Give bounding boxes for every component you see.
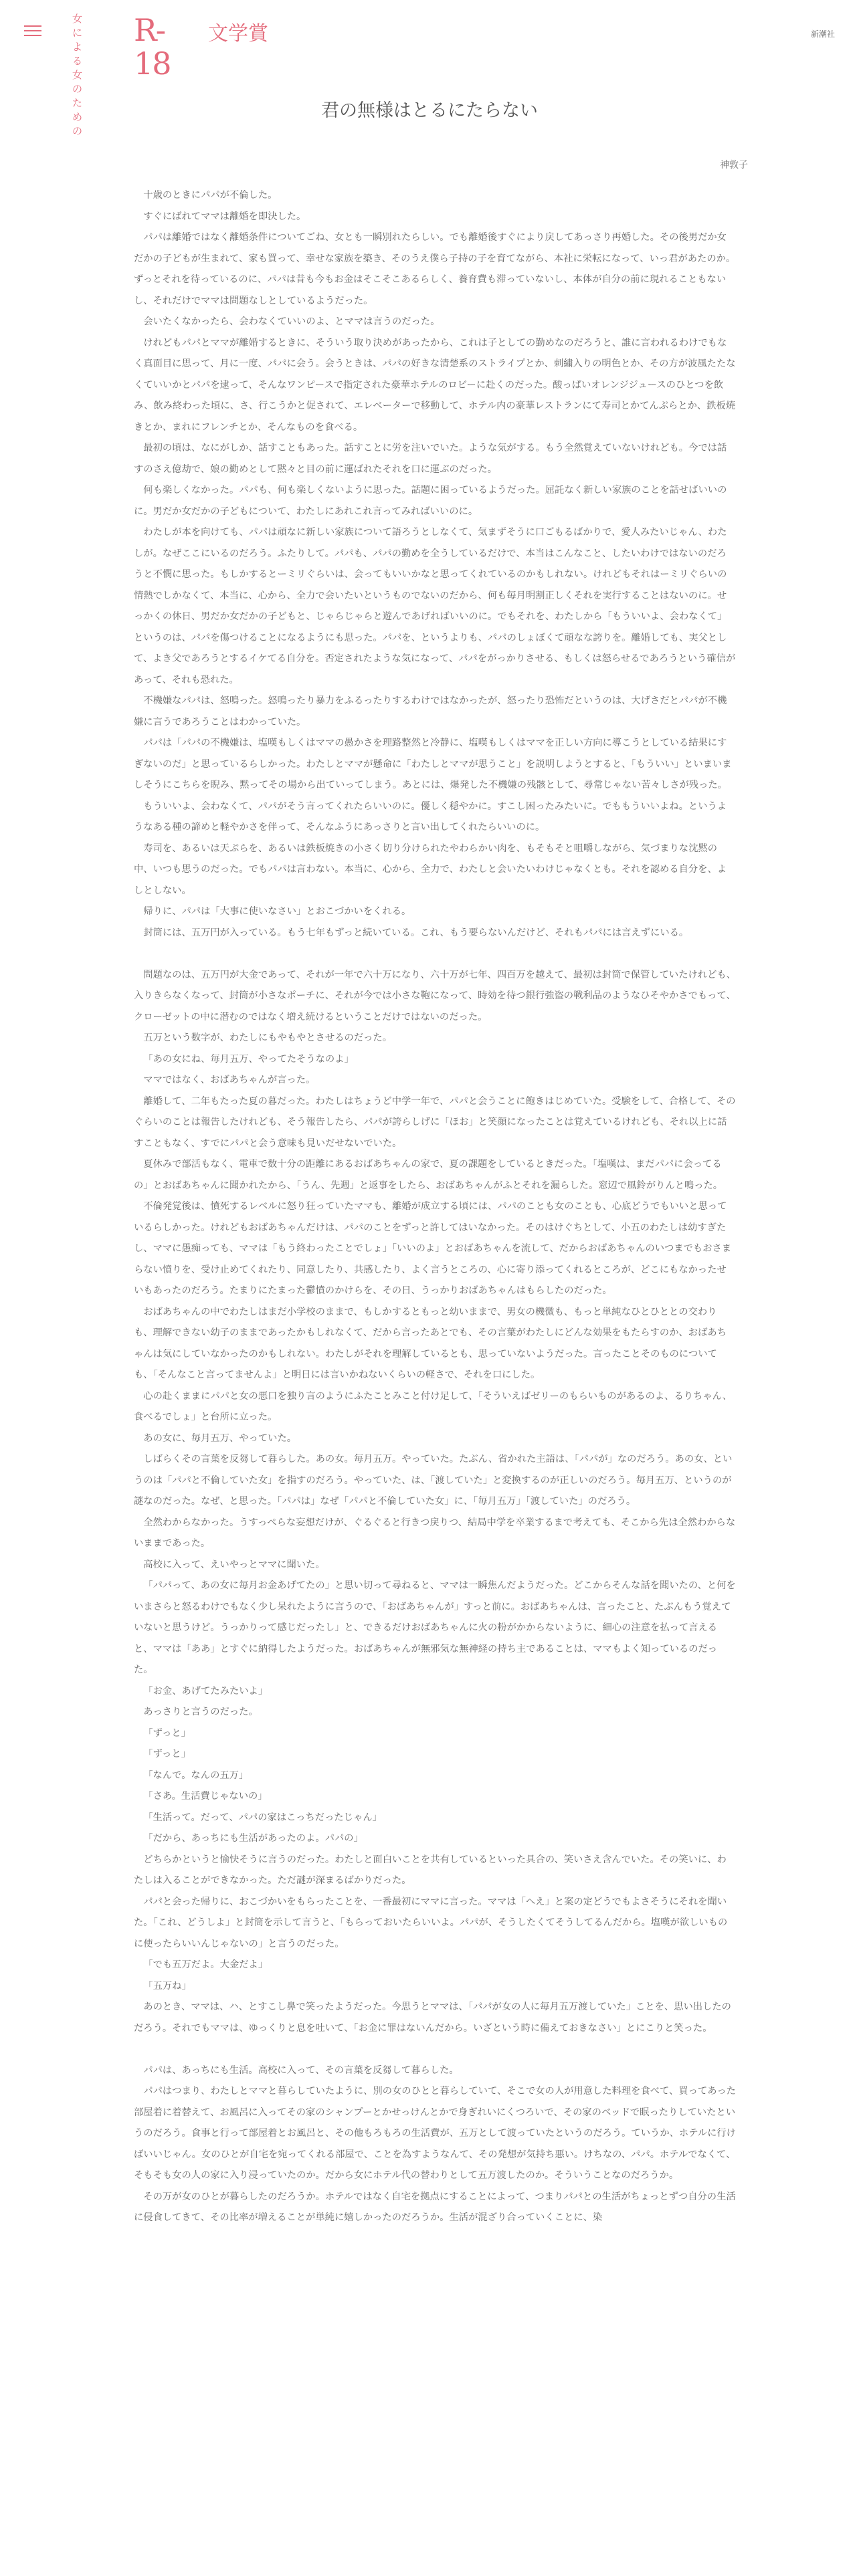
story-paragraph: 何も楽しくなかった。パパも、何も楽しくないように思った。話題に困っているようだった。屈託なく新しい家族のことを話せばいいのに。男だか女だかの子どもについて、わたしにあれこれ言ってみればいいのに。 xyxy=(134,485,727,517)
story-paragraph: 心の赴くままにパパと女の悪口を独り言のようにふたことみこと付け足して、「そういえばゼリーのもらいものがあるのよ、るりちゃん、食べるでしょ」と台所に立った。 xyxy=(134,1390,733,1422)
story-paragraph: もういいよ、会わなくて、パパがそう言ってくれたらいいのに。優しく穏やかに。すこし困ったみたいに。でももういいよね。というようなある種の諦めと軽やかさを伴って、そんなふうにあっさりと言い出してくれたらいいのに。 xyxy=(134,800,727,833)
story-paragraph: あのとき、ママは、ハ、とすこし鼻で笑ったようだった。今思うとママは、「パパが女の人に毎月五万渡していた」ことを、思い出したのだろう。それでもママは、ゆっくりと息を吐いて、「お金に罪はないんだから。いざという時に備えておきなさい」とにこりと笑った。 xyxy=(134,2002,731,2034)
logo-r18: R-18 xyxy=(134,12,171,82)
story-paragraph: 「生活って。だって、パパの家はこっちだったじゃん」 xyxy=(143,1812,382,1823)
story-paragraph: 五万という数字が、わたしにもやもやとさせるのだった。 xyxy=(143,1033,393,1043)
story-paragraph: 高校に入って、えいやっとママに聞いた。 xyxy=(143,1559,325,1570)
story-paragraph: その万が女のひとが暮らしたのだろうか。ホテルではなく自宅を拠点にすることによって、つまりパパとの生活がちょっとずつ自分の生活に侵食してきて、その比率が増えることが単純に嬉しかったのだろうか。生活が混ざり合っていくことに、染 xyxy=(134,2191,736,2223)
logo-small-line2: 女のための xyxy=(72,69,83,137)
story-paragraph: 夏休みで部活もなく、電車で数十分の距離にあるおばあちゃんの家で、夏の課題をしているときだった。「塩嘆は、まだパパに会ってるの」とおばあちゃんに聞かれたから、「うん、先週」と返事をしたら、おばあちゃんがふとそれを漏らした。窓辺で風鈴がりんと鳴った。 xyxy=(134,1159,723,1191)
story-paragraph: 全然わからなかった。うすっぺらな妄想だけが、ぐるぐると行きつ戻りつ、結局中学を卒業するまで考えても、そこから先は全然わからないままであった。 xyxy=(134,1517,736,1549)
story-paragraph: あの女に、毎月五万、やっていた。 xyxy=(143,1432,297,1444)
story-paragraph: 不機嫌なパパは、怒鳴った。怒鳴ったり暴力をふるったりするわけではなかったが、怒ったり恐怖だというのは、大げさだとパパが不機嫌に言うであろうことはわかっていた。 xyxy=(134,695,727,728)
story-title: 君の無様はとるにたらない xyxy=(321,100,538,121)
story-paragraph: 帰りに、パパは「大事に使いなさい」とおこづかいをくれる。 xyxy=(143,906,411,917)
story-paragraph: 「だから、あっちにも生活があったのよ。パパの」 xyxy=(143,1833,363,1844)
story-paragraph: 離婚して、二年もたった夏の暮だった。わたしはちょうど中学一年で、パパと会うことに飽きはじめていた。受験をして、合格して、そのぐらいのことは報告したけれども、そう報告したら、パパが誇らしげに「ほお」と笑顔になったことは覚えているけれども、それ以上に話すこともなく、すでにパパと会う意味も見いだせないでいた。 xyxy=(134,1095,736,1149)
menu-bar xyxy=(24,30,41,31)
story-paragraph: 問題なのは、五万円が大金であって、それが一年で六十万になり、六十万が七年、四百万を越えて、最初は封筒で保管していたけれども、入りきらなくなって、封筒が小さなポーチに、それが今では小さな鞄になって、時効を待つ銀行強盗の戦利品のようなひそやかさでもって、クローゼットの中に潜むのではなく増え続けるということだけではないのだった。 xyxy=(134,969,736,1023)
story-paragraph: 不倫発覚後は、憤死するレベルに怒り狂っていたママも、離婚が成立する頃には、パパのことも女のことも、心底どうでもいいと思っているらしかった。けれどもおばあちゃんだけは、パパのことをずっと許してはいなかった。そのはけぐちとして、小五のわたしは幼すぎたし、ママに愚痴っても、ママは「もう終わったことでしょ」「いいのよ」とおばあちゃんを流して、だからおばあちゃんのいつまでもおさまらない憤りを、受け止めてくれたり、同意したり、共感したり、よく言うところの、心に寄り添ってくれるところが、どこにもなかったせいもあったのだろう。たまりにたまった鬱憤のかけらを、その日、うっかりおばあちゃんはもらしたのだった。 xyxy=(134,1201,732,1296)
publisher-name: 新潮社 xyxy=(810,29,835,39)
section-break xyxy=(134,944,736,965)
story-paragraph: 十歳のときにパパが不倫した。 xyxy=(143,190,278,201)
story-paragraph: パパと会った帰りに、おこづかいをもらったことを、一番最初にママに言った。ママは「へえ」と案の定どうでもよさそうにそれを聞いた。「これ、どうしよ」と封筒を示して言うと、「もらっておいたらいいよ。パパが、そうしたくてそうしてるんだから。塩嘆が欲しいものに使ったらいいんじゃないの」と言うのだった。 xyxy=(134,1896,728,1949)
hamburger-menu-icon[interactable] xyxy=(24,25,41,36)
publisher-logo[interactable] xyxy=(811,28,835,39)
story-paragraph: パパは、あっちにも生活。高校に入って、その言葉を反芻して暮らした。 xyxy=(143,2064,459,2076)
logo-small-text xyxy=(72,12,82,138)
story-paragraph: 「ずっと」 xyxy=(143,1727,191,1739)
story-paragraph: 最初の頃は、なにがしか、話すこともあった。話すことに労を注いでいた。ような気がする。もう全然覚えていないけれども。今では話すのさえ億劫で、娘の勤めとして黙々と目の前に運ばれたそれを口に運ぶのだった。 xyxy=(134,443,727,475)
story-paragraph: 「なんで。なんの五万」 xyxy=(143,1769,249,1781)
story-paragraph: 「でも五万だよ。大金だよ」 xyxy=(143,1959,268,1970)
logo-award-text: 文学賞 xyxy=(208,22,268,45)
logo-small-line1: 女による xyxy=(72,13,83,67)
story-paragraph: わたしが本を向けても、パパは頑なに新しい家族について語ろうとしなくて、気まずそうに口ごもるばかりで、愛人みたいじゃん、わたしが。なぜここにいるのだろう。ふたりして。パパも、パパの勤めを全うしているだけで、本当はこんなこと、したいわけではないのだろうと不憫に思った。もしかするとーミリぐらいは、会ってもいいかなと思ってくれているのかもしれない。けれどもそれはーミリぐらいの情熱でしかなくて、本当に、心から、全力で会いたいというものでないのだから、何も毎月明割正しくそれを実行することはないのに。せっかくの休日、男だか女だかの子どもと、じゃらじゃらと遊んであげればいいのに。でもそれを、わたしから「もういいよ、会わなくて」というのは、パパを傷つけることになるようにも思った。パパを、というよりも、パパのしょぼくて頑なな誇りを。離婚しても、実父として、よき父であろうとするイケてる自分を。否定されたような気になって、パパをがっかりさせる、もしくは怒らせるであろうという確信があって、それも恐れた。 xyxy=(134,527,736,685)
story-paragraph: あっさりと言うのだった。 xyxy=(143,1707,258,1717)
story-paragraph: 「お金、あげてたみたいよ」 xyxy=(143,1685,268,1697)
story-body xyxy=(134,185,736,2229)
section-break xyxy=(134,2039,736,2060)
story-paragraph: おばあちゃんの中でわたしはまだ小学校のままで、もしかするともっと幼いままで、男女の機微も、もっと単純なひとひととの交わりも、理解できない幼子のままであったかもしれなくて、だから言ったあとでも、その言葉がわたしにどんな効果をもたらすのか、おばあちゃんは気にしていなかったのかもしれない。わたしがそれを理解しているとも、思っていないようだった。言ったことそのものについても、「そんなこと言ってませんよ」と明日には言いかねないくらいの軽さで、それを口にした。 xyxy=(134,1306,727,1380)
story-paragraph: けれどもパパとママが離婚するときに、そういう取り決めがあったから、これは子としての勤めなのだろうと、誰に言われるわけでもなく真面目に思って、月に一度、パパに会う。会うときは、パパの好きな清楚系のストライプとか、刺繍入りの明色とか、その方が波風たたなくていいかとパパを逮って、そんなワンピースで指定された豪華ホテルのロビーに赴くのだった。酸っぱいオレンジジュースのひとつを飲み、飲み終わった頃に、さ、行こうかと促されて、エレベーターで移動して、ホテル内の豪華レストランにて寿司とかてんぷらとか、鉄板焼きとか、まれにフレンチとか、そんなものを食べる。 xyxy=(134,337,736,433)
story-paragraph: 「さあ。生活費じゃないの」 xyxy=(143,1791,268,1802)
story-paragraph: 「五万ね」 xyxy=(143,1980,191,1992)
story-paragraph: すぐにばれてママは離婚を即決した。 xyxy=(143,211,306,222)
story-paragraph: しばらくその言葉を反芻して暮らした。あの女。毎月五万。やっていた。たぶん、省かれた主語は、「パパが」なのだろう。あの女、というのは「パパと不倫していた女」を指すのだろう。やっていた、は、「渡していた」と変換するのが正しいのだろう。毎月五万、というのが謎なのだった。なぜ、と思った。「パパは」なぜ「パパと不倫していた女」に、「毎月五万」「渡していた」のだろう。 xyxy=(134,1454,733,1507)
story-paragraph: 会いたくなかったら、会わなくていいのよ、とママは言うのだった。 xyxy=(143,316,440,327)
story-paragraph: ママではなく、おばあちゃんが言った。 xyxy=(143,1075,316,1085)
story-paragraph: パパは「パパの不機嫌は、塩嘆もしくはママの愚かさを理路整然と冷静に、塩嘆もしくはママを正しい方向に導こうとしている結果にすぎないのだ」と思っているらしかった。わたしとママが懸命に「わたしとママが思うこと」を説明しようとすると、「もういい」といまいましそうにこちらを睨み、黙ってその場から出ていってしまう。あとには、爆発した不機嫌の残骸として、尋常じゃない苦々しさが残った。 xyxy=(134,738,732,790)
story-paragraph: 「あの女にね、毎月五万、やってたそうなのよ」 xyxy=(143,1053,354,1065)
story-paragraph: パパは離婚ではなく離婚条件についてごね、女とも一瞬別れたらしい。でも離婚後すぐにより戻してあっさり再婚した。その後男だか女だかの子どもが生まれて、家も買って、幸せな家族を築き、そのうえ僕ら子持の子を育てながら、本社に栄転になって、いっ君があたのか。ずっとそれを待っているのに、パパは昔も今もお金はそこそこあるらしく、養育費も滞っていないし、本体が自分の前に現れることもないし、それだけでママは問題なしとしているようだった。 xyxy=(134,232,736,306)
story-paragraph: 封筒には、五万円が入っている。もう七年もずっと続いている。これ、もう要らないんだけど、それもパパには言えずにいる。 xyxy=(143,927,689,938)
story-paragraph: 寿司を、あるいは天ぷらを、あるいは鉄板焼きの小さく切り分けられたやわらかい肉を、もそもそと咀嚼しながら、気づまりな沈黙の中、いつも思うのだった。でもパパは言わない。本当に、心から、全力で、わたしと会いたいわけじゃなくとも。それを認める自分を、よしとしない。 xyxy=(134,843,727,896)
story-paragraph: どちらかというと愉快そうに言うのだった。わたしと面白いことを共有しているといった具合の、笑いさえ含んでいた。その笑いに、わたしは入ることができなかった。ただ謎が深まるばかりだった。 xyxy=(134,1854,727,1886)
story-paragraph: 「ずっと」 xyxy=(143,1749,191,1759)
menu-bar xyxy=(24,25,41,27)
story-paragraph: 「パパって、あの女に毎月お金あげてたの」と思い切って尋ねると、ママは一瞬焦んだようだった。どこからそんな話を聞いたの、と何をいまさらと怒るわけでもなく少し呆れたように言うので、「おばあちゃんが」すっと前に。おばあちゃんは、言ったこと、たぶんもう覚えていないと思うけど。うっかりって感じだったし」と、できるだけおばあちゃんに火の粉がかからないように、細心の注意を払って言えると、ママは「ああ」とすぐに納得したようだった。おばあちゃんが無邪気な無神経の持ち主であることは、ママもよく知っているのだった。 xyxy=(134,1580,736,1675)
story-paragraph: パパはつまり、わたしとママと暮らしていたように、別の女のひとと暮らしていて、そこで女の人が用意した料理を食べて、買ってあった部屋着に着替えて、お風呂に入ってその家のシャンプーとかせっけんとかで身ぎれいにくつろいで、その家のベッドで眠ったりしていたというのだろう。食事と行って部屋着とお風呂と、その他もろもろの生活費が、五万として渡っていたというのだろう。ていうか、ホテルに行けばいいじゃん。女のひとが自宅を宛ってくれる部屋で、ことを為すようなんて、その発想が気持ち悪い。けちなの、パパ。ホテルでなくて、そもそも女の人の家に入り浸っていたのか。だから女にホテル代の替わりとして五万渡したのか。そういうことなのだろうか。 xyxy=(134,2086,736,2181)
story-author: 神敦子 xyxy=(720,160,748,171)
menu-bar xyxy=(24,35,41,36)
